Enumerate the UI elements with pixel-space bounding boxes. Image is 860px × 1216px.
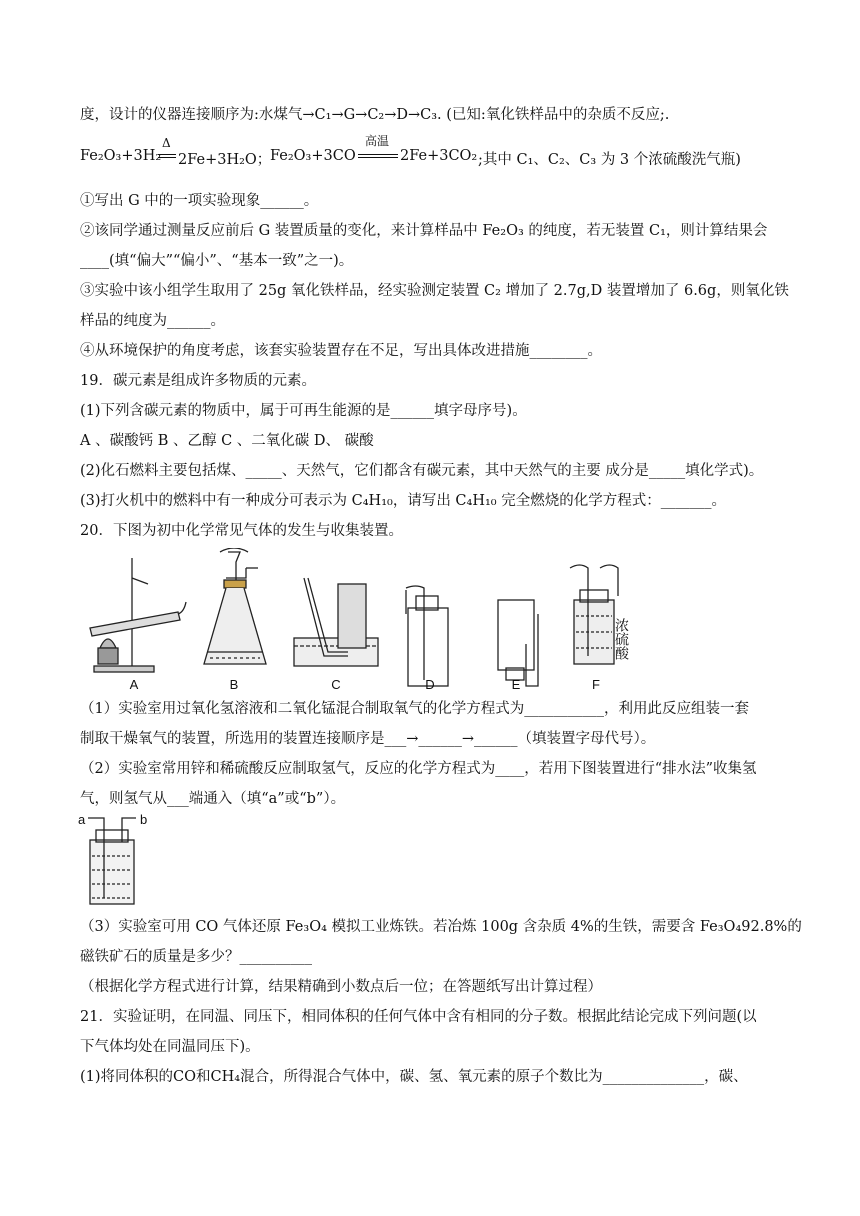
question-line: 制取干燥氧气的装置，所选用的装置连接顺序是___→______→______（填装置字母代号）。 — [80, 731, 656, 747]
reaction-condition: 高温 — [365, 134, 390, 148]
question-line: ①写出 G 中的一项实验现象______。 — [80, 193, 319, 209]
question-line: ④从环境保护的角度考虑，该套实验装置存在不足，写出具体改进措施________。 — [80, 343, 602, 359]
apparatus-f — [570, 565, 618, 664]
text-line: 度，设计的仪器连接顺序为:水煤气→C₁→G→C₂→D→C₃. (已知:氧化铁样品中的杂质不反应;. — [80, 107, 670, 123]
apparatus-label: F — [592, 677, 600, 692]
apparatus-b — [204, 548, 266, 664]
equation-reactants: Fe₂O₃+3CO — [270, 148, 356, 164]
apparatus-label: A — [129, 677, 139, 692]
question-line: （3）实验室可用 CO 气体还原 Fe₃O₄ 模拟工业炼铁。若冶炼 100g 含杂质 4%的生铁，需要含 Fe₃O₄92.8%的 — [80, 919, 802, 935]
equation-line — [80, 134, 800, 168]
question-line: (2)化石燃料主要包括煤、_____、天然气，它们都含有碳元素，其中天然气的主要 成分是_____填化学式)。 — [80, 463, 764, 479]
question-title: 21．实验证明，在同温、同压下，相同体积的任何气体中含有相同的分子数。根据此结论完成下列问题(以 — [80, 1009, 757, 1025]
f-reagent-label: 浓硫酸 — [613, 618, 629, 660]
question-line: （根据化学方程式进行计算，结果精确到小数点后一位；在答题纸写出计算过程） — [80, 979, 602, 995]
question-line: 气，则氢气从___端通入（填“a”或“b”）。 — [80, 791, 346, 807]
equation-products: 2Fe+3H₂O； — [178, 152, 272, 168]
question-line: 样品的纯度为______。 — [80, 313, 225, 329]
equation-products: 2Fe+3CO₂ — [400, 148, 478, 164]
answer-options: A 、碳酸钙 B 、乙醇 C 、二氧化碳 D、 碳酸 — [80, 433, 374, 449]
question-line: ____(填“偏大”“偏小”、“基本一致”之一)。 — [80, 253, 354, 269]
question-title: 20．下图为初中化学常见气体的发生与收集装置。 — [80, 523, 403, 539]
question-line: （1）实验室用过氧化氢溶液和二氧化锰混合制取氧气的化学方程式为___________，利用此反应组装一套 — [80, 701, 749, 717]
question-line: ②该同学通过测量反应前后 G 装置质量的变化，来计算样品中 Fe₂O₃ 的纯度，若无装置 C₁，则计算结果会 — [80, 223, 768, 239]
question-line: 磁铁矿石的质量是多少？__________ — [80, 949, 312, 965]
apparatus-a — [90, 558, 186, 672]
apparatus-c — [294, 578, 378, 666]
collection-bottle-figure — [76, 812, 156, 908]
question-line: ③实验中该小组学生取用了 25g 氧化铁样品，经实验测定装置 C₂ 增加了 2.7g,D 装置增加了 6.6g，则氧化铁 — [80, 283, 789, 299]
question-line: （2）实验室常用锌和稀硫酸反应制取氢气，反应的化学方程式为____，若用下图装置进行“排水法”收集氢 — [80, 761, 757, 777]
apparatus-label: D — [425, 677, 435, 692]
apparatus-figure — [88, 548, 648, 694]
apparatus-e — [498, 600, 538, 686]
reaction-condition: Δ — [162, 136, 171, 150]
port-label-b: b — [140, 812, 148, 827]
question-line: (1)将同体积的CO和CH₄混合，所得混合气体中，碳、氢、氧元素的原子个数比为______________，碳、 — [80, 1069, 748, 1085]
equation-note: ;其中 C₁、C₂、C₃ 为 3 个浓硫酸洗气瓶) — [478, 152, 741, 168]
port-label-a: a — [78, 812, 86, 827]
question-line: (3)打火机中的燃料中有一种成分可表示为 C₄H₁₀，请写出 C₄H₁₀ 完全燃烧的化学方程式：_______。 — [80, 493, 726, 509]
apparatus-label: C — [331, 677, 341, 692]
question-title: 19．碳元素是组成许多物质的元素。 — [80, 373, 316, 389]
apparatus-d — [406, 586, 448, 686]
question-line: 下气体均处在同温同压下)。 — [80, 1039, 260, 1055]
equation-reactants: Fe₂O₃+3H₂ — [80, 148, 162, 164]
question-line: (1)下列含碳元素的物质中，属于可再生能源的是______填字母序号)。 — [80, 403, 527, 419]
apparatus-label: B — [229, 677, 239, 692]
apparatus-label: E — [511, 677, 521, 692]
